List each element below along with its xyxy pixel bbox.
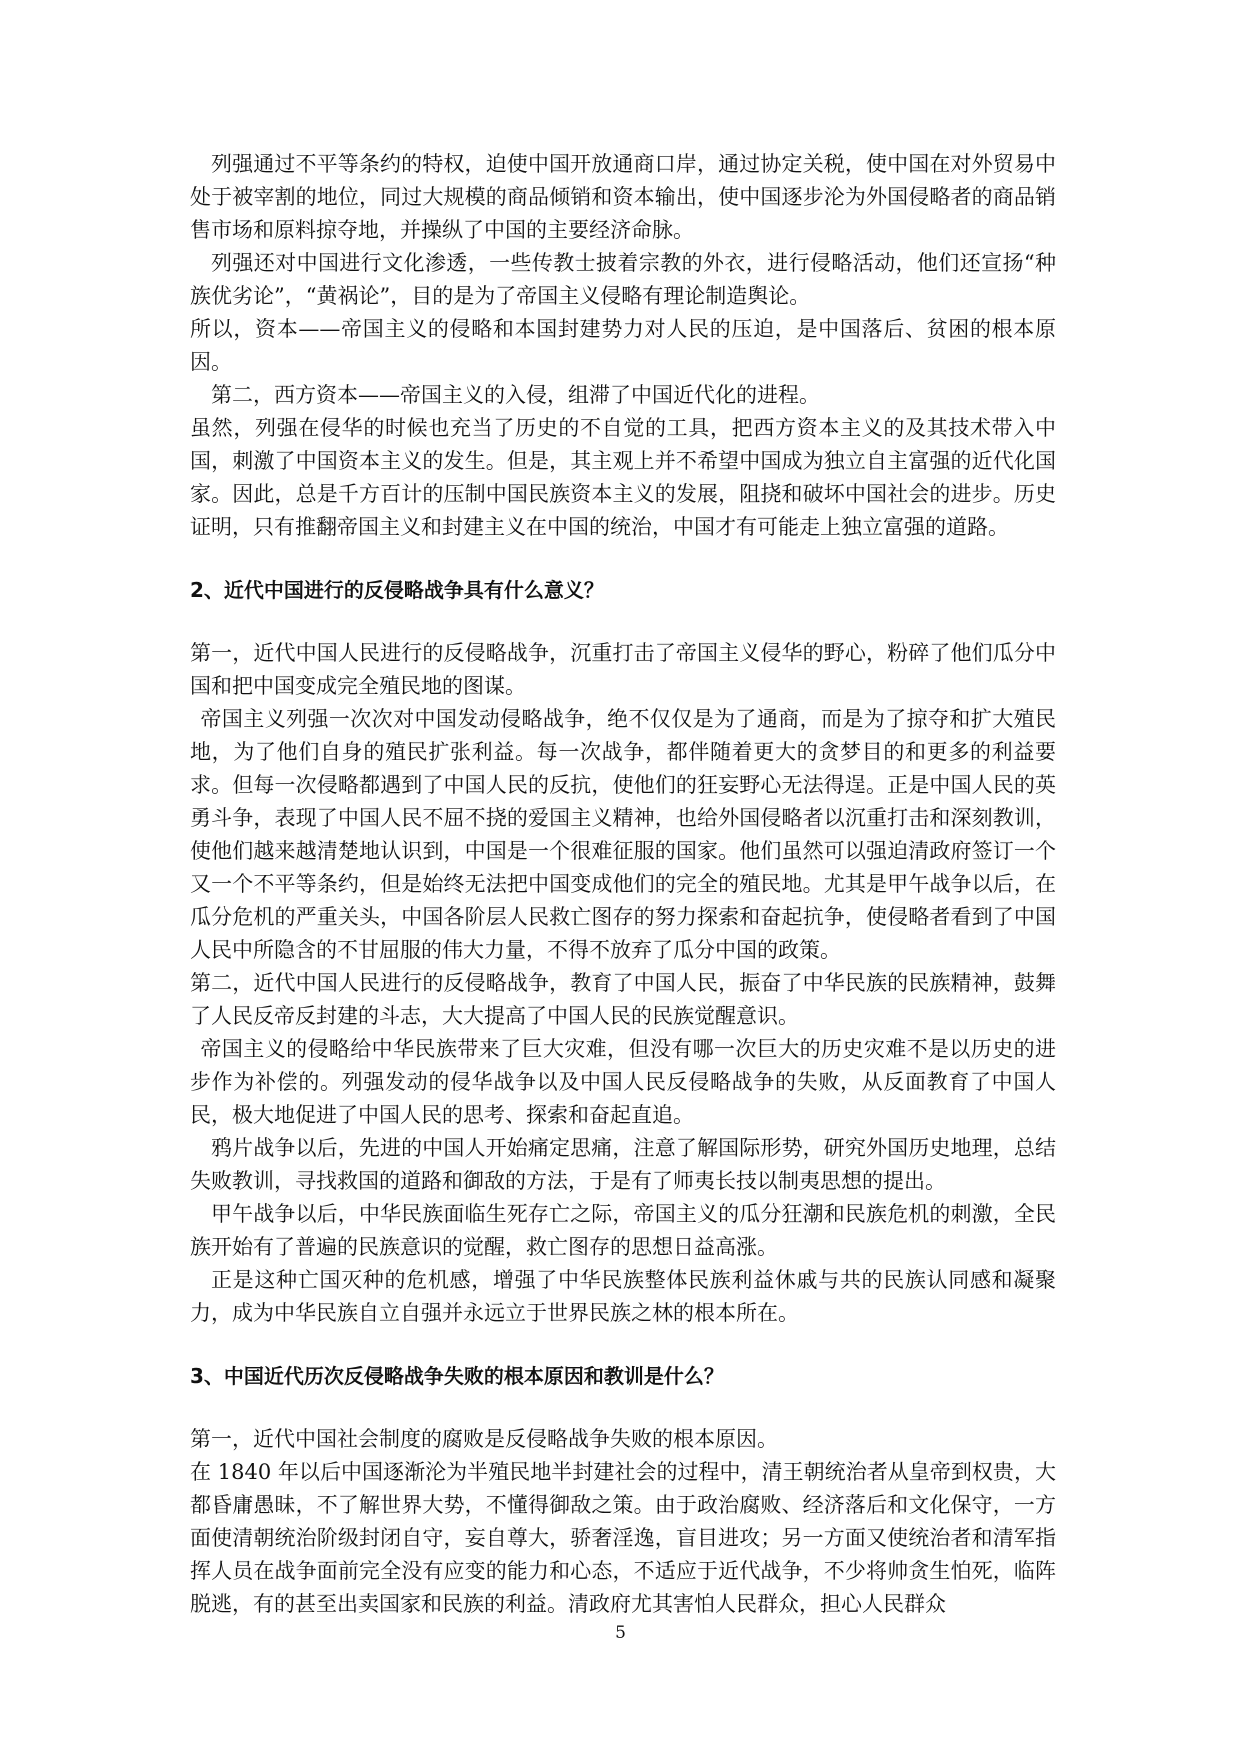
paragraph: 第二，近代中国人民进行的反侵略战争，教育了中国人民，振奋了中华民族的民族精神，鼓舞了人民反帝反封建的斗志，大大提高了中国人民的民族觉醒意识。 [190, 971, 1056, 1028]
paragraph: 第二，西方资本——帝国主义的入侵，组滞了中国近代化的进程。 [211, 383, 820, 407]
paragraph: 列强还对中国进行文化渗透，一些传教士披着宗教的外衣，进行侵略活动，他们还宣扬“种族优劣论”，“黄祸论”，目的是为了帝国主义侵略有理论制造舆论。 [190, 251, 1056, 308]
paragraph: 帝国主义的侵略给中华民族带来了巨大灾难，但没有哪一次巨大的历史灾难不是以历史的进步作为补偿的。列强发动的侵华战争以及中国人民反侵略战争的失败，从反面教育了中国人民，极大地促进了中国人民的思考、探索和奋起直追。 [190, 1037, 1056, 1127]
paragraph: 正是这种亡国灭种的危机感，增强了中华民族整体民族利益休戚与共的民族认同感和凝聚力，成为中华民族自立自强并永远立于世界民族之林的根本所在。 [190, 1268, 1056, 1325]
paragraph: 帝国主义列强一次次对中国发动侵略战争，绝不仅仅是为了通商，而是为了掠夺和扩大殖民地，为了他们自身的殖民扩张利益。每一次战争，都伴随着更大的贪梦目的和更多的利益要求。但每一次侵略都遇到了中国人民的反抗，使他们的狂妄野心无法得逞。正是中国人民的英勇斗争，表现了中国人民不屈不挠的爱国主义精神，也给外国侵略者以沉重打击和深刻教训，使他们越来越清楚地认识到，中国是一个很难征服的国家。他们虽然可以强迫清政府签订一个又一个不平等条约，但是始终无法把中国变成他们的完全的殖民地。尤其是甲午战争以后，在瓜分危机的严重关头，中国各阶层人民救亡图存的努力探索和奋起抗争，使侵略者看到了中国人民中所隐含的不甘屈服的伟大力量，不得不放弃了瓜分中国的政策。 [190, 707, 1056, 962]
paragraph: 所以，资本——帝国主义的侵略和本国封建势力对人民的压迫，是中国落后、贫困的根本原因。 [190, 317, 1056, 374]
paragraph: 鸦片战争以后，先进的中国人开始痛定思痛，注意了解国际形势，研究外国历史地理，总结失败教训，寻找救国的道路和御敌的方法，于是有了师夷长技以制夷思想的提出。 [190, 1136, 1056, 1193]
section-heading: 2、近代中国进行的反侵略战争具有什么意义？ [190, 578, 604, 602]
paragraph: 虽然，列强在侵华的时候也充当了历史的不自觉的工具，把西方资本主义的及其技术带入中国，刺激了中国资本主义的发生。但是，其主观上并不希望中国成为独立自主富强的近代化国家。因此，总是千方百计的压制中国民族资本主义的发展，阻挠和破坏中国社会的进步。历史证明，只有推翻帝国主义和封建主义在中国的统治，中国才有可能走上独立富强的道路。 [190, 416, 1056, 539]
paragraph: 第一，近代中国社会制度的腐败是反侵略战争失败的根本原因。 [190, 1427, 778, 1451]
page-number: 5 [615, 1623, 626, 1643]
paragraph: 第一，近代中国人民进行的反侵略战争，沉重打击了帝国主义侵华的野心，粉碎了他们瓜分中国和把中国变成完全殖民地的图谋。 [190, 641, 1056, 698]
paragraph: 在 1840 年以后中国逐渐沦为半殖民地半封建社会的过程中，清王朝统治者从皇帝到权贵，大都昏庸愚昧，不了解世界大势，不懂得御敌之策。由于政治腐败、经济落后和文化保守，一方面使清朝统治阶级封闭自守，妄自尊大，骄奢淫逸，盲目进攻；另一方面又使统治者和清军指挥人员在战争面前完全没有应变的能力和心态，不适应于近代战争，不少将帅贪生怕死，临阵脱逃，有的甚至出卖国家和民族的利益。清政府尤其害怕人民群众，担心人民群众 [190, 1460, 1056, 1616]
document-body [190, 148, 1056, 1621]
section-heading: 3、中国近代历次反侵略战争失败的根本原因和教训是什么？ [190, 1364, 724, 1388]
paragraph: 甲午战争以后，中华民族面临生死存亡之际，帝国主义的瓜分狂潮和民族危机的刺激，全民族开始有了普遍的民族意识的觉醒，救亡图存的思想日益高涨。 [190, 1202, 1056, 1259]
paragraph: 列强通过不平等条约的特权，迫使中国开放通商口岸，通过协定关税，使中国在对外贸易中处于被宰割的地位，同过大规模的商品倾销和资本输出，使中国逐步沦为外国侵略者的商品销售市场和原料掠夺地，并操纵了中国的主要经济命脉。 [190, 152, 1056, 242]
